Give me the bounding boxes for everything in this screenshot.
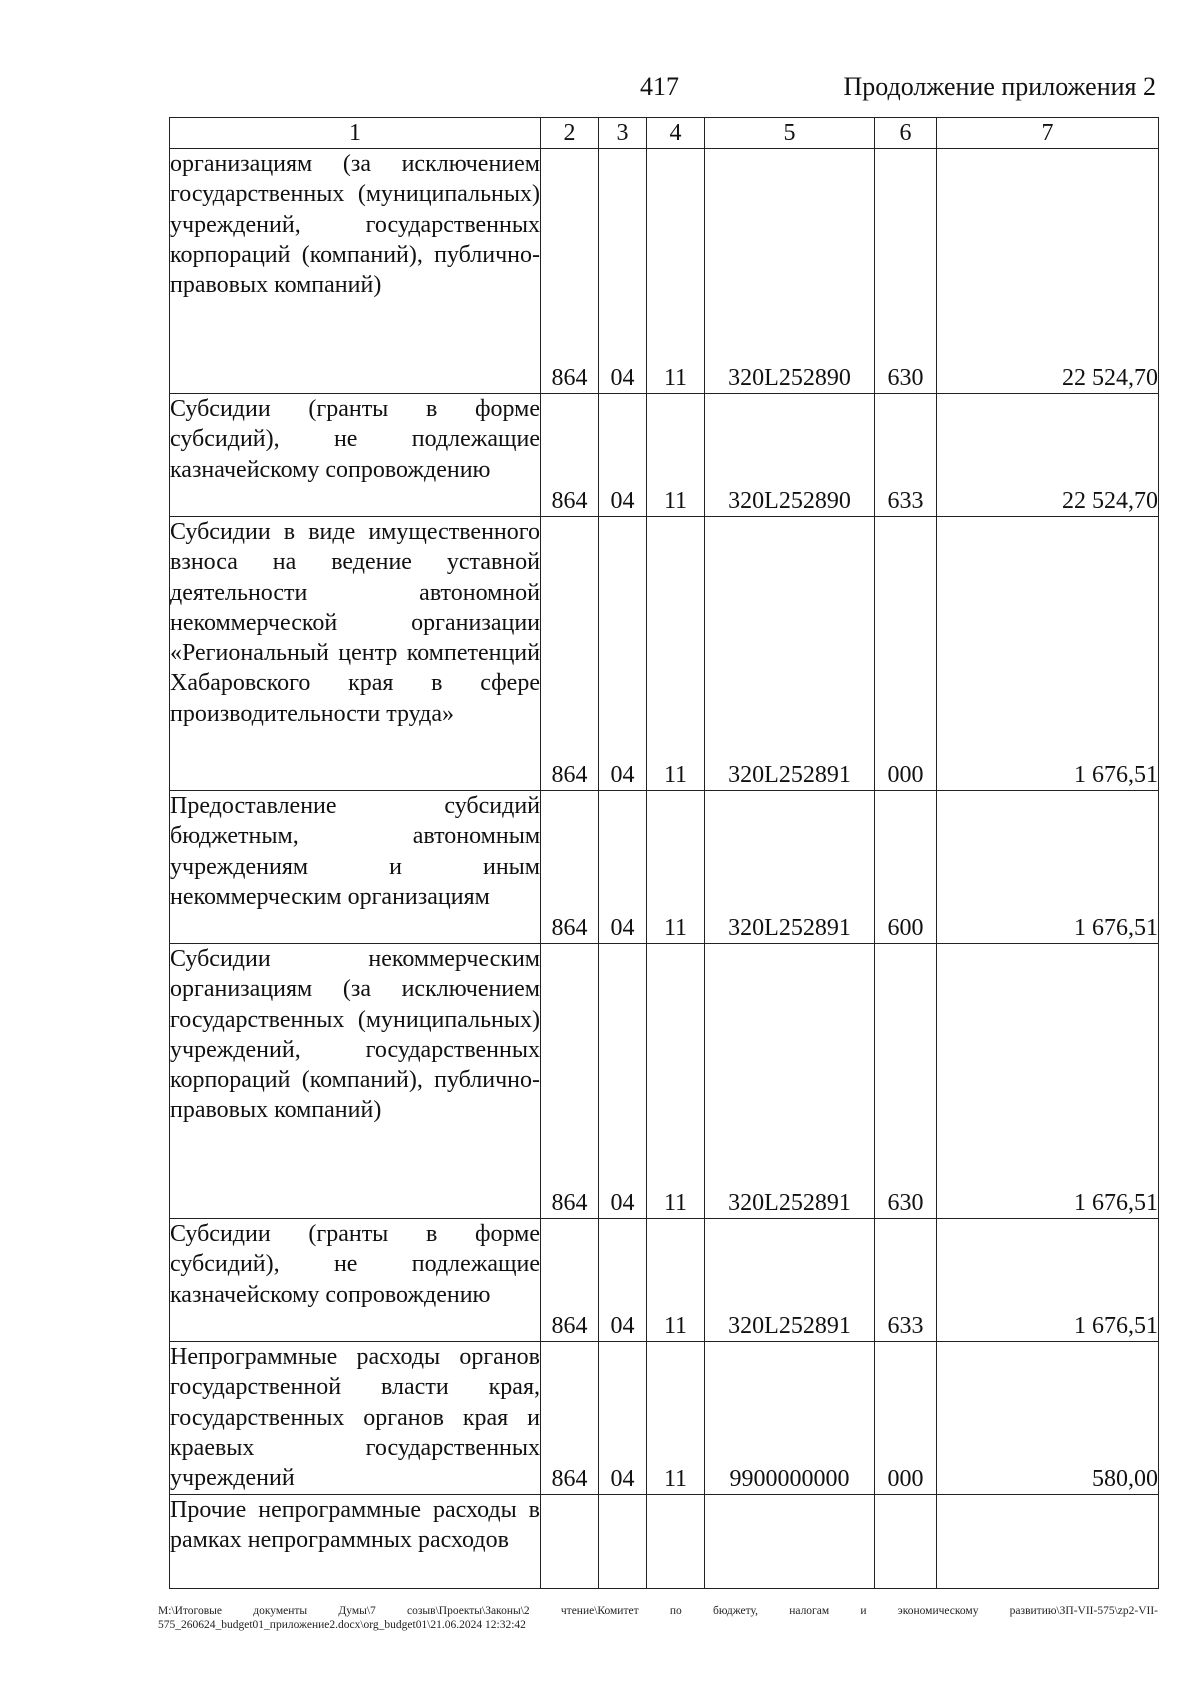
row-subsection-code: 11 [647, 149, 705, 394]
row-subsection-code [647, 1495, 705, 1589]
table-row [170, 394, 1159, 517]
row-section-code: 04 [599, 149, 647, 394]
row-expense-type: 000 [875, 517, 937, 791]
row-ministry-code: 864 [541, 791, 599, 944]
row-expense-type: 630 [875, 149, 937, 394]
column-header-6: 6 [875, 118, 937, 149]
row-subsection-code: 11 [647, 944, 705, 1219]
row-amount: 580,00 [937, 1342, 1159, 1495]
row-amount: 22 524,70 [937, 149, 1159, 394]
column-header-2: 2 [541, 118, 599, 149]
budget-table [169, 117, 1159, 1589]
row-ministry-code [541, 1495, 599, 1589]
column-header-4: 4 [647, 118, 705, 149]
row-name: Предоставление субсидий бюджетным, автономным учреждениям и иным некоммерческим организациям [170, 791, 541, 944]
row-section-code: 04 [599, 1219, 647, 1342]
row-expense-type: 633 [875, 1219, 937, 1342]
row-expense-type: 600 [875, 791, 937, 944]
table-row [170, 791, 1159, 944]
column-header-3: 3 [599, 118, 647, 149]
row-target-article: 320L252890 [705, 394, 875, 517]
row-target-article: 320L252891 [705, 517, 875, 791]
row-section-code: 04 [599, 394, 647, 517]
row-amount: 22 524,70 [937, 394, 1159, 517]
row-ministry-code: 864 [541, 1219, 599, 1342]
row-ministry-code: 864 [541, 149, 599, 394]
column-header-5: 5 [705, 118, 875, 149]
row-section-code: 04 [599, 944, 647, 1219]
row-amount: 1 676,51 [937, 517, 1159, 791]
row-section-code: 04 [599, 517, 647, 791]
column-header-7: 7 [937, 118, 1159, 149]
table-row [170, 149, 1159, 394]
row-subsection-code: 11 [647, 791, 705, 944]
table-row [170, 1342, 1159, 1495]
row-amount [937, 1495, 1159, 1589]
page-number: 417 [640, 72, 679, 101]
row-subsection-code: 11 [647, 517, 705, 791]
row-target-article [705, 1495, 875, 1589]
row-target-article: 320L252891 [705, 791, 875, 944]
table-row [170, 944, 1159, 1219]
row-expense-type: 633 [875, 394, 937, 517]
row-section-code [599, 1495, 647, 1589]
row-name: Субсидии в виде имущественного взноса на ведение уставной деятельности автономной некоммерческой организации «Региональный центр компетенций Хабаровского края в сфере производительности труда» [170, 517, 541, 791]
row-section-code: 04 [599, 791, 647, 944]
row-name: Субсидии некоммерческим организациям (за исключением государственных (муниципальных) учреждений, государственных корпораций (компаний), публично-правовых компаний) [170, 944, 541, 1219]
table-row [170, 1495, 1159, 1589]
table-row [170, 1219, 1159, 1342]
row-subsection-code: 11 [647, 1342, 705, 1495]
row-target-article: 320L252891 [705, 1219, 875, 1342]
row-name: организациям (за исключением государственных (муниципальных) учреждений, государственных корпораций (компаний), публично-правовых компаний) [170, 149, 541, 394]
row-amount: 1 676,51 [937, 791, 1159, 944]
row-name: Субсидии (гранты в форме субсидий), не подлежащие казначейскому сопровождению [170, 394, 541, 517]
row-amount: 1 676,51 [937, 1219, 1159, 1342]
row-amount: 1 676,51 [937, 944, 1159, 1219]
row-subsection-code: 11 [647, 394, 705, 517]
row-target-article: 320L252891 [705, 944, 875, 1219]
document-path-footer: М:\Итоговые документы Думы\7 созыв\Проекты\Законы\2 чтение\Комитет по бюджету, налогам и экономическому развитию\ЗП-VII-575\zp2-VII-575_260624_budget01_приложение2.docx\org_budget01\21.06.2024 12:32:42 [158, 1605, 1158, 1631]
row-expense-type: 000 [875, 1342, 937, 1495]
row-ministry-code: 864 [541, 1342, 599, 1495]
row-name: Субсидии (гранты в форме субсидий), не подлежащие казначейскому сопровождению [170, 1219, 541, 1342]
table-header-row [170, 118, 1159, 149]
row-name: Прочие непрограммные расходы в рамках непрограммных расходов [170, 1495, 541, 1589]
row-target-article: 9900000000 [705, 1342, 875, 1495]
row-target-article: 320L252890 [705, 149, 875, 394]
row-ministry-code: 864 [541, 394, 599, 517]
row-subsection-code: 11 [647, 1219, 705, 1342]
row-section-code: 04 [599, 1342, 647, 1495]
row-expense-type: 630 [875, 944, 937, 1219]
row-ministry-code: 864 [541, 517, 599, 791]
column-header-1: 1 [170, 118, 541, 149]
row-name: Непрограммные расходы органов государственной власти края, государственных органов края и краевых государственных учреждений [170, 1342, 541, 1495]
continuation-label: Продолжение приложения 2 [843, 72, 1156, 101]
row-expense-type [875, 1495, 937, 1589]
table-row [170, 517, 1159, 791]
row-ministry-code: 864 [541, 944, 599, 1219]
